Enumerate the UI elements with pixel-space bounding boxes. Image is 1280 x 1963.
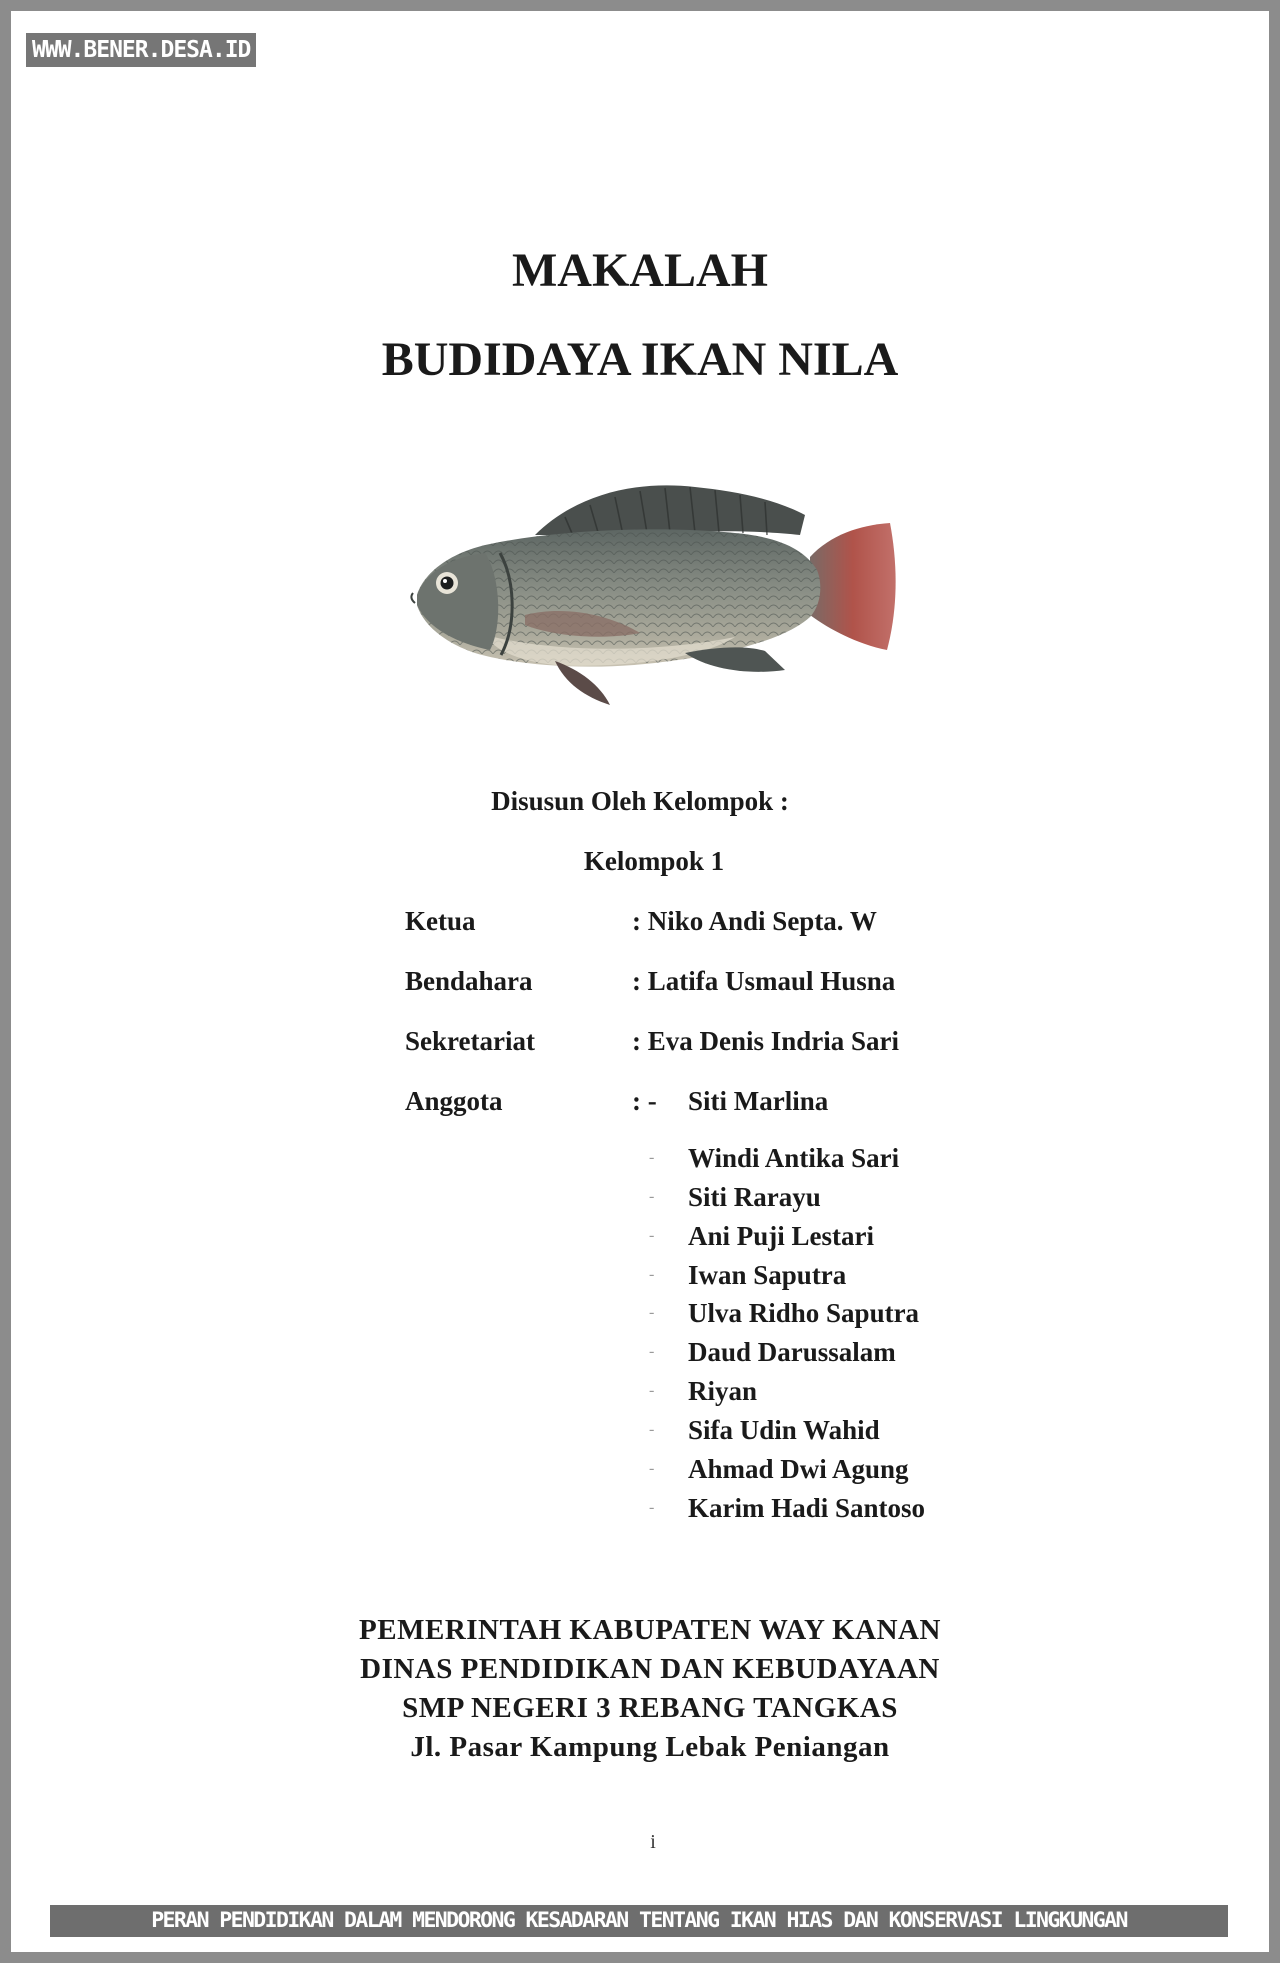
- document-title-line-2: BUDIDAYA IKAN NILA: [381, 333, 899, 386]
- role-label-bendahara: Bendahara: [405, 966, 533, 996]
- member-item: Karim Hadi Santoso: [688, 1493, 926, 1523]
- member-bullet: -: [649, 1227, 655, 1244]
- member-item: Sifa Udin Wahid: [688, 1415, 880, 1445]
- member-bullet: -: [649, 1343, 655, 1360]
- member-bullet: -: [649, 1266, 655, 1283]
- page-number: i: [650, 1831, 656, 1853]
- watermark-label: WWW.BENER.DESA.ID: [26, 33, 256, 67]
- member-item: Ulva Ridho Saputra: [688, 1298, 920, 1328]
- role-value-ketua: : Niko Andi Septa. W: [632, 906, 877, 936]
- role-label-anggota: Anggota: [405, 1086, 503, 1116]
- member-bullet: -: [649, 1382, 655, 1399]
- member-item: Ahmad Dwi Agung: [688, 1454, 909, 1484]
- member-item: Riyan: [688, 1376, 758, 1406]
- member-bullet: -: [649, 1188, 655, 1205]
- member-item: Iwan Saputra: [688, 1260, 847, 1290]
- role-value-bendahara: : Latifa Usmaul Husna: [632, 966, 896, 996]
- institution-line-address: Jl. Pasar Kampung Lebak Peniangan: [410, 1731, 890, 1763]
- role-value-sekretariat: : Eva Denis Indria Sari: [632, 1026, 900, 1056]
- document-title-line-1: MAKALAH: [512, 244, 768, 297]
- member-bullet: -: [649, 1149, 655, 1166]
- anggota-separator: : -: [632, 1086, 657, 1116]
- role-label-sekretariat: Sekretariat: [405, 1026, 535, 1056]
- member-bullet: -: [649, 1304, 655, 1321]
- member-item: Siti Marlina: [688, 1086, 829, 1116]
- member-item: Windi Antika Sari: [688, 1143, 900, 1173]
- member-bullet: -: [649, 1460, 655, 1477]
- member-bullet: -: [649, 1499, 655, 1516]
- institution-line-school: SMP NEGERI 3 REBANG TANGKAS: [402, 1692, 898, 1724]
- role-label-ketua: Ketua: [405, 906, 476, 936]
- member-item: Ani Puji Lestari: [688, 1221, 874, 1251]
- institution-line-government: PEMERINTAH KABUPATEN WAY KANAN: [359, 1614, 941, 1646]
- tilapia-fish-image: [405, 465, 905, 740]
- group-name: Kelompok 1: [583, 846, 725, 876]
- institution-line-department: DINAS PENDIDIKAN DAN KEBUDAYAAN: [360, 1653, 940, 1685]
- compiled-by-heading: Disusun Oleh Kelompok :: [491, 786, 789, 816]
- member-item: Daud Darussalam: [688, 1337, 896, 1367]
- member-item: Siti Rarayu: [688, 1182, 821, 1212]
- article-caption-banner: PERAN PENDIDIKAN DALAM MENDORONG KESADARAN TENTANG IKAN HIAS DAN KONSERVASI LINGKUNGAN: [50, 1905, 1228, 1937]
- member-bullet: -: [649, 1421, 655, 1438]
